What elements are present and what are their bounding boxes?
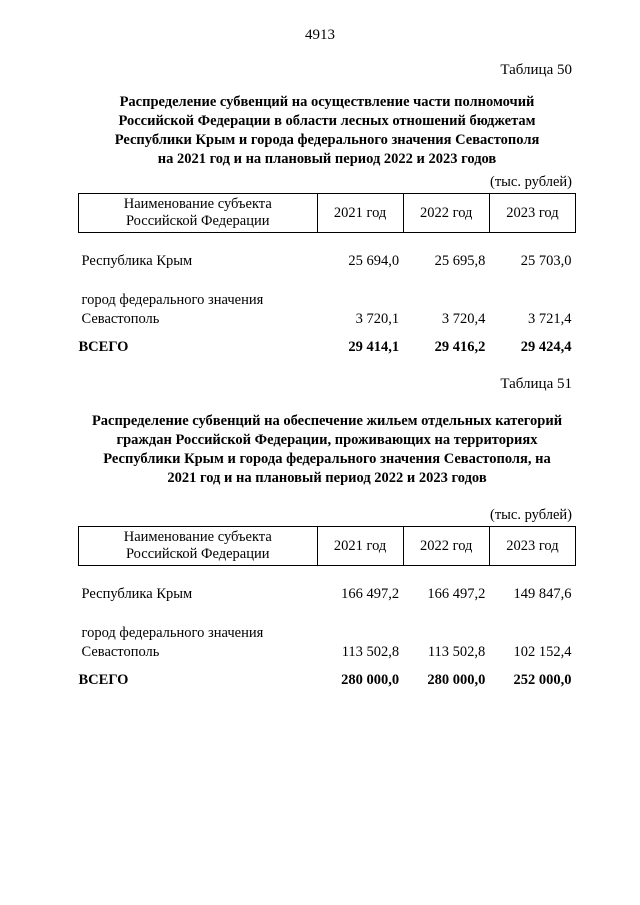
row-value-2021: 166 497,2 <box>341 586 400 602</box>
table-50 <box>78 193 576 357</box>
table-total-row <box>79 662 576 690</box>
units-label: (тыс. рублей) <box>490 174 572 190</box>
header-2022: 2022 год <box>403 527 489 566</box>
table-51-title <box>72 412 582 488</box>
table-header-row <box>79 527 576 566</box>
row-value-2023: 102 152,4 <box>513 644 572 660</box>
total-label: ВСЕГО <box>78 339 129 355</box>
row-value-2023: 25 703,0 <box>520 253 572 269</box>
row-value-2022: 113 502,8 <box>427 644 486 660</box>
header-2022: 2022 год <box>403 194 489 233</box>
title-line: Республики Крым и города федерального значения Севастополя, на <box>103 451 551 467</box>
title-line: Распределение субвенций на осуществление части полномочий <box>119 94 535 110</box>
total-value-2023: 252 000,0 <box>513 672 572 688</box>
title-line: граждан Российской Федерации, проживающих на территориях <box>116 432 538 448</box>
row-name-line: Республика Крым <box>81 586 193 602</box>
row-value-2022: 166 497,2 <box>427 586 486 602</box>
row-value-2021: 3 720,1 <box>355 311 400 327</box>
row-name-line: Севастополь <box>81 644 160 660</box>
row-value-2021: 113 502,8 <box>341 644 400 660</box>
table-row <box>79 233 576 272</box>
table-50-title <box>78 93 576 169</box>
total-label: ВСЕГО <box>78 672 129 688</box>
total-value-2022: 280 000,0 <box>427 672 486 688</box>
total-value-2023: 29 424,4 <box>520 339 572 355</box>
row-name-line: Севастополь <box>81 311 160 327</box>
header-2021: 2021 год <box>317 527 403 566</box>
header-line: Наименование субъекта <box>123 529 272 545</box>
row-name <box>79 604 318 662</box>
header-line: Наименование субъекта <box>123 196 272 212</box>
row-name-line: город федерального значения <box>81 292 264 308</box>
header-subject-name <box>79 527 318 566</box>
table-50-label: Таблица 50 <box>500 62 572 78</box>
row-value-2022: 3 720,4 <box>441 311 486 327</box>
table-50-section <box>78 62 576 357</box>
total-value-2021: 29 414,1 <box>348 339 400 355</box>
header-2021: 2021 год <box>317 194 403 233</box>
title-line: Республики Крым и города федерального значения Севастополя <box>114 132 540 148</box>
row-name <box>79 233 318 272</box>
table-header-row <box>79 194 576 233</box>
title-line: Распределение субвенций на обеспечение жильем отдельных категорий <box>91 413 563 429</box>
table-row <box>79 271 576 329</box>
table-51-label: Таблица 51 <box>500 376 572 392</box>
header-line: Российской Федерации <box>125 546 270 562</box>
table-total-row <box>79 329 576 357</box>
title-line: на 2021 год и на плановый период 2022 и 2023 годов <box>157 151 497 167</box>
header-2023: 2023 год <box>489 527 575 566</box>
row-value-2021: 25 694,0 <box>348 253 400 269</box>
title-line: 2021 год и на плановый период 2022 и 2023 годов <box>167 470 487 486</box>
row-name-line: Республика Крым <box>81 253 193 269</box>
header-subject-name <box>79 194 318 233</box>
row-value-2023: 149 847,6 <box>513 586 572 602</box>
header-2023: 2023 год <box>489 194 575 233</box>
total-value-2022: 29 416,2 <box>434 339 486 355</box>
total-value-2021: 280 000,0 <box>341 672 400 688</box>
row-name <box>79 271 318 329</box>
table-51-section <box>78 376 576 690</box>
row-value-2023: 3 721,4 <box>528 311 572 327</box>
header-line: Российской Федерации <box>125 213 270 229</box>
table-51 <box>78 526 576 690</box>
page-number: 4913 <box>305 27 335 43</box>
title-line: Российской Федерации в области лесных отношений бюджетам <box>118 113 536 129</box>
row-name <box>79 566 318 605</box>
row-value-2022: 25 695,8 <box>434 253 486 269</box>
table-row <box>79 604 576 662</box>
table-row <box>79 566 576 605</box>
row-name-line: город федерального значения <box>81 625 264 641</box>
units-label: (тыс. рублей) <box>490 507 572 523</box>
